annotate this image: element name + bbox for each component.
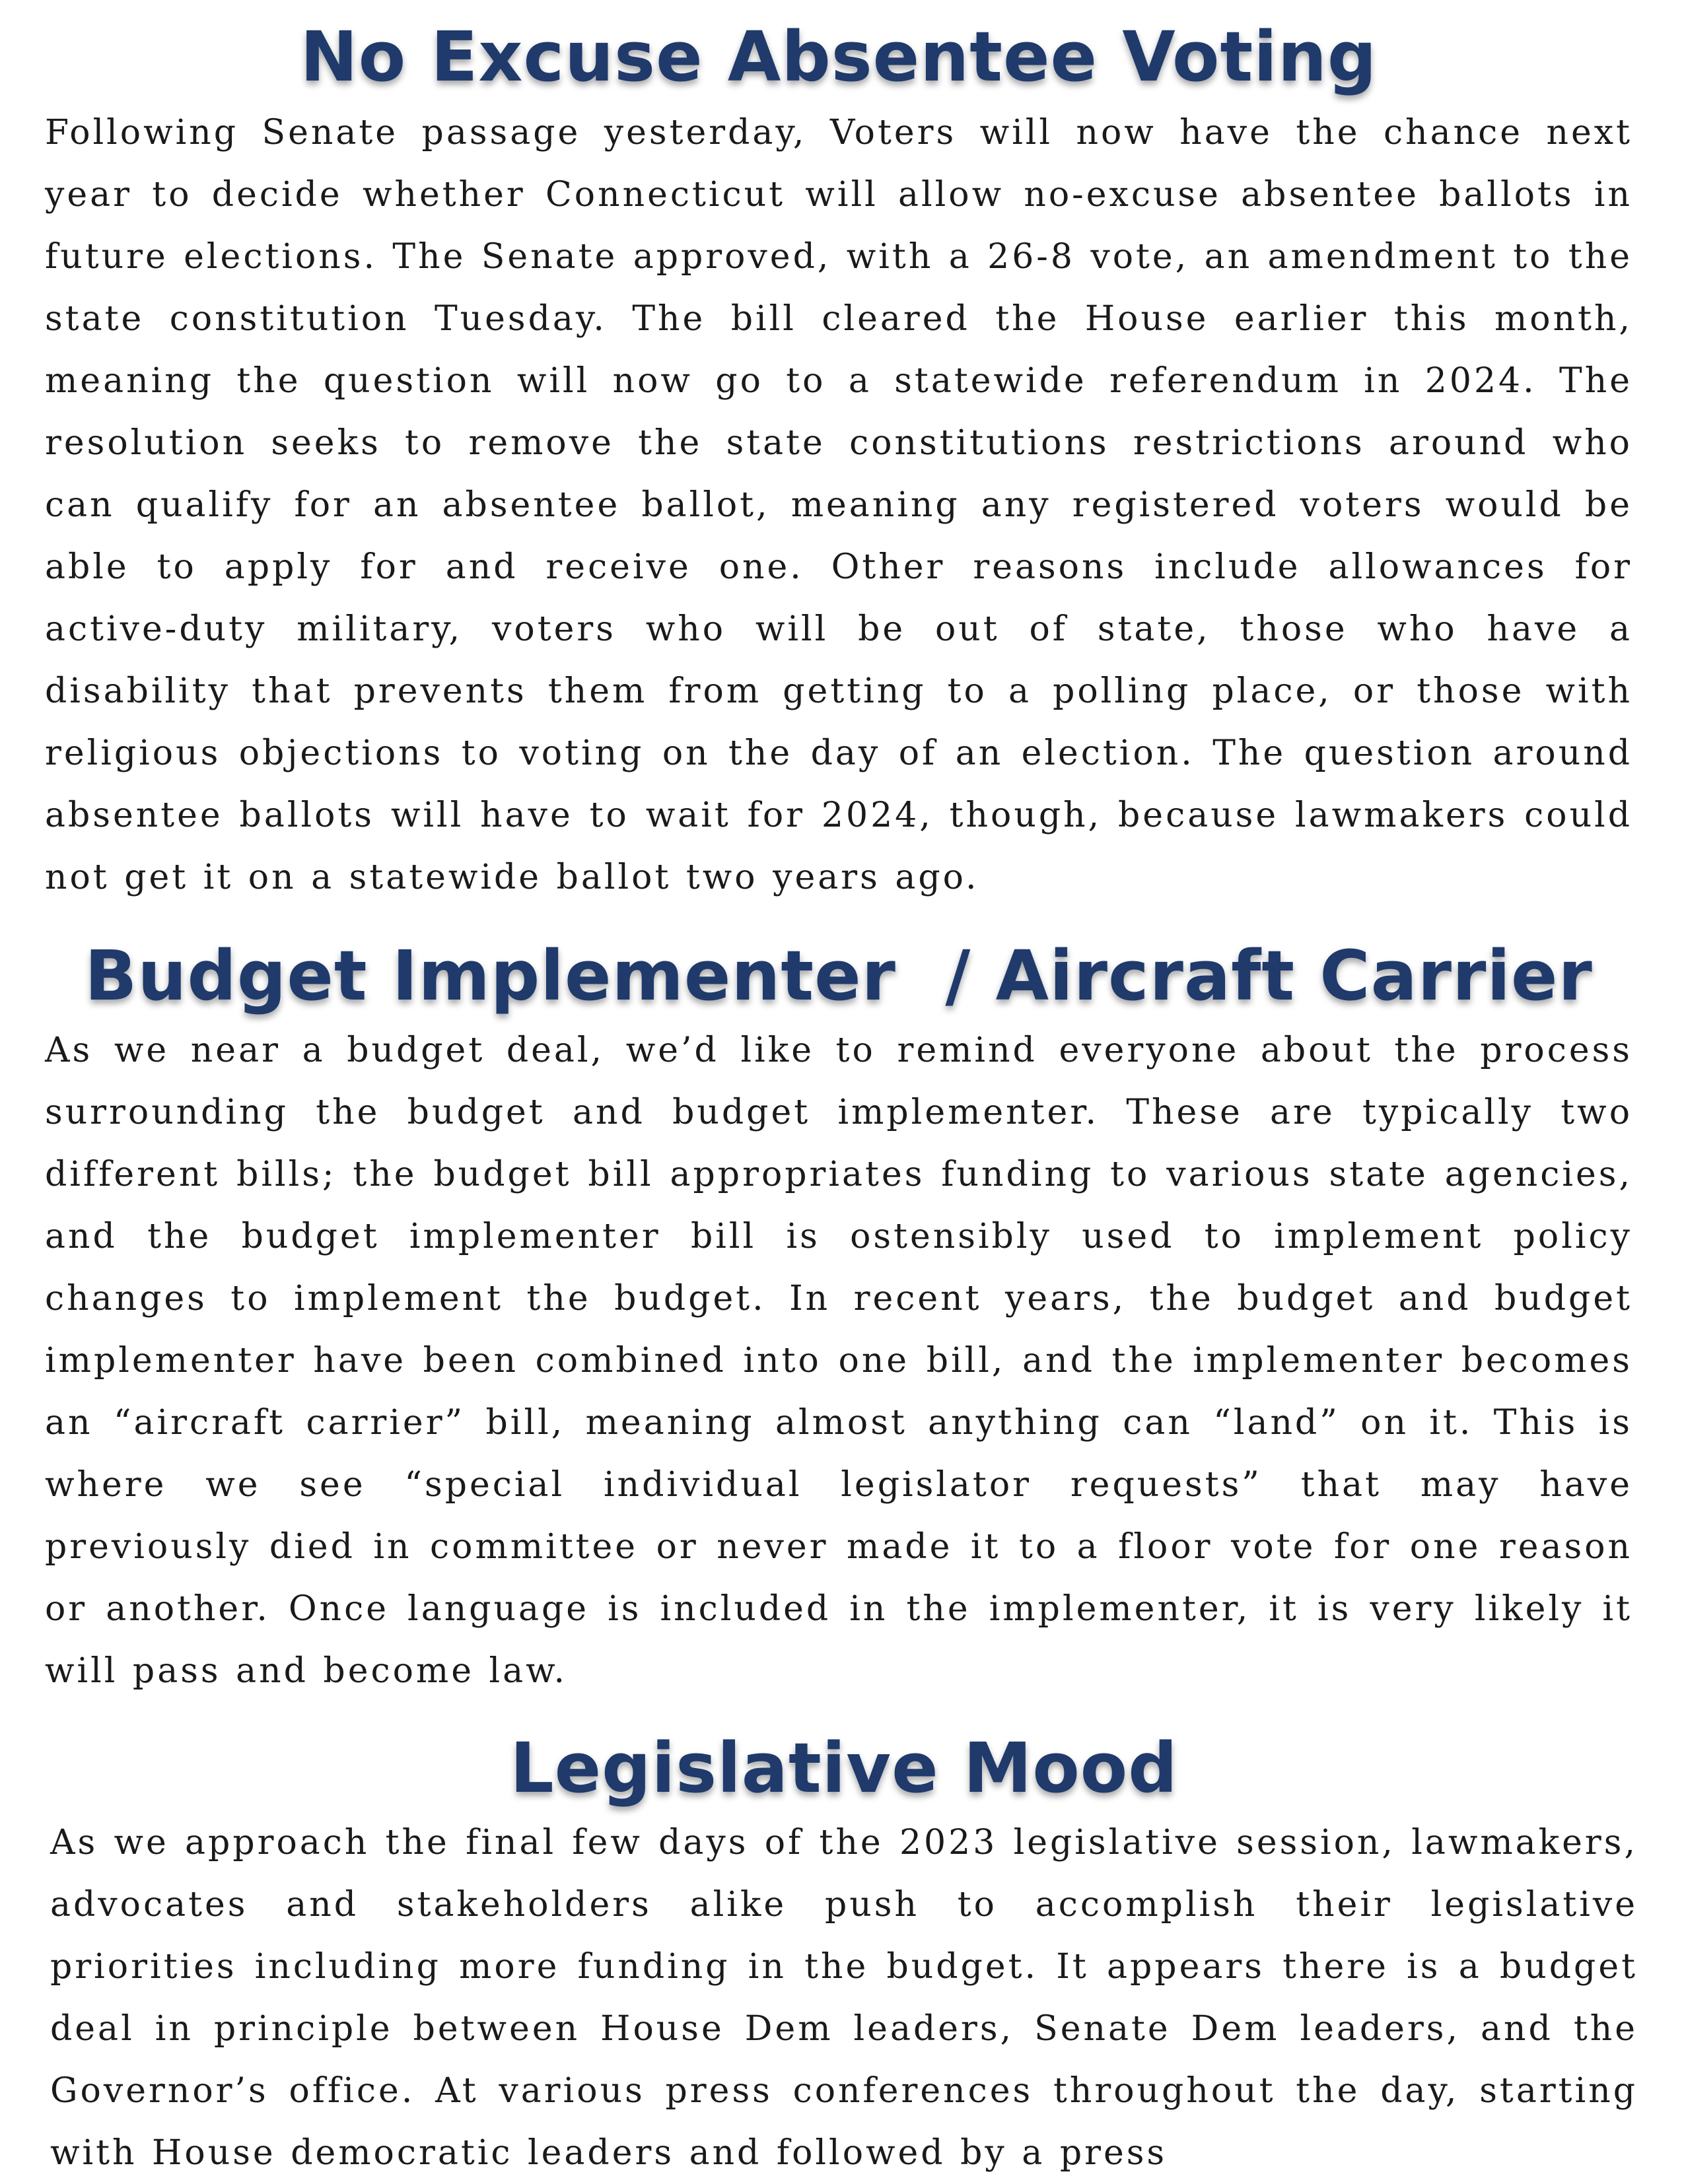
section-no-excuse-absentee-voting [45,18,1632,908]
section-heading: Legislative Mood [510,1728,1178,1808]
section-heading: Budget Implementer / Aircraft Carrier [85,936,1593,1016]
section-body: Following Senate passage yesterday, Voters will now have the chance next year to decide whether Connecticut will allow no-excuse absentee ballots in future elections. The Senate approved, with a 26-8 vote, an amendment to the state constitution Tuesday. The bill cleared the House earlier this month, meaning the question will now go to a statewide referendum in 2024. The resolution seeks to remove the state constitutions restrictions around who can qualify for an absentee ballot, meaning any registered voters would be able to apply for and receive one. Other reasons include allowances for active-duty military, voters who will be out of state, those who have a disability that prevents them from getting to a polling place, or those with religious objections to voting on the day of an election. The question around absentee ballots will have to wait for 2024, though, because lawmakers could not get it on a statewide ballot two years ago. [45,113,1632,897]
section-body: As we near a budget deal, we’d like to remind everyone about the process surrounding the budget and budget implementer. These are typically two different bills; the budget bill appropriates funding to various state agencies, and the budget implementer bill is ostensibly used to implement policy changes to implement the budget. In recent years, the budget and budget implementer have been combined into one bill, and the implementer becomes an “aircraft carrier” bill, meaning almost anything can “land” on it. This is where we see “special individual legislator requests” that may have previously died in committee or never made it to a floor vote for one reason or another. Once language is included in the implementer, it is very likely it will pass and become law. [45,1031,1632,1691]
section-budget-implementer [45,938,1632,1702]
section-body: As we approach the final few days of the 2023 legislative session, lawmakers, advocates and stakeholders alike push to accomplish their legislative priorities including more funding in the budget. It appears there is a budget deal in principle between House Dem leaders, Senate Dem leaders, and the Governor’s office. At various press conferences throughout the day, starting with House democratic leaders and followed by a press [50,1823,1638,2173]
section-heading: No Excuse Absentee Voting [300,17,1378,97]
section-legislative-mood [50,1730,1638,2184]
